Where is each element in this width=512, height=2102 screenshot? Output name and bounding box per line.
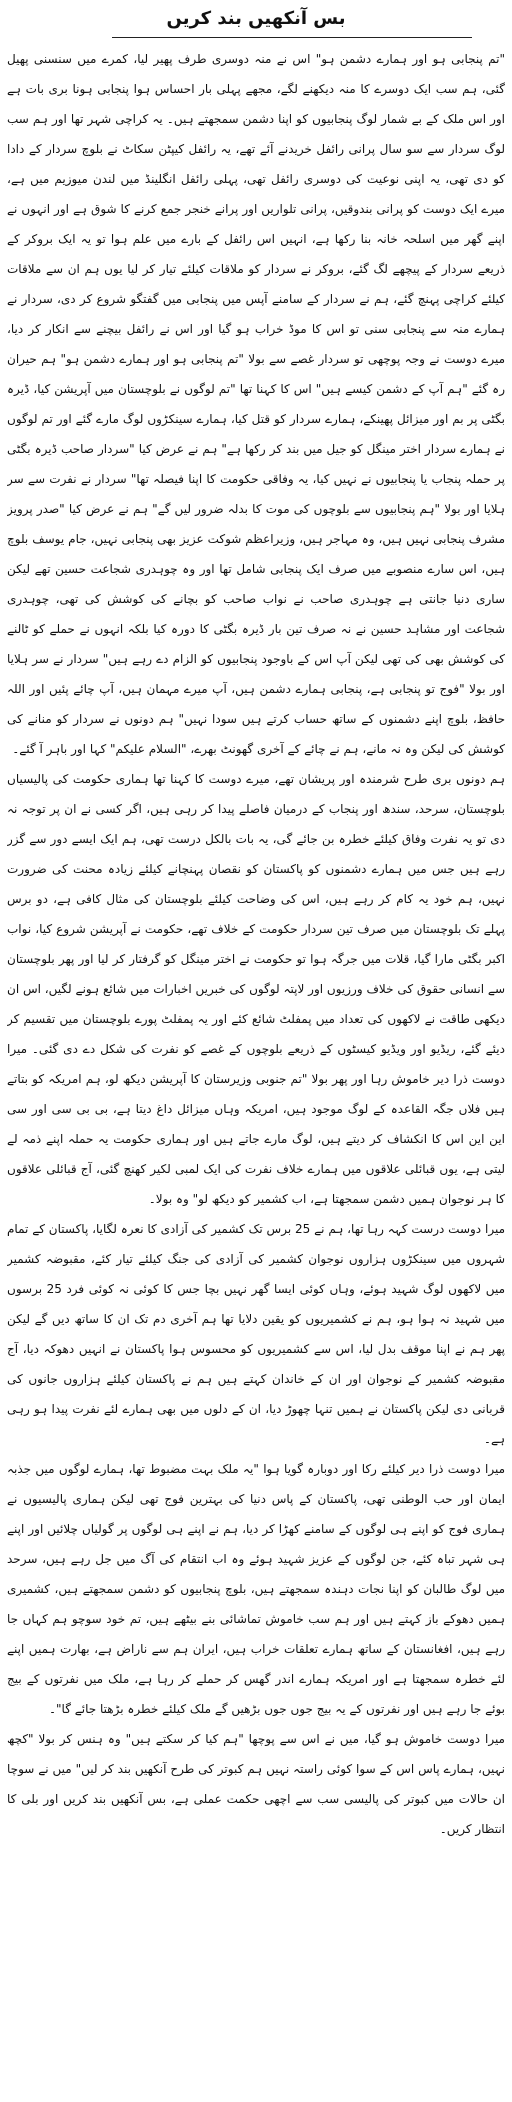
paragraph: "تم پنجابی ہو اور ہمارے دشمن ہو" اس نے منہ دوسری طرف پھیر لیا، کمرے میں سنسنی پھیل گئی، ہم سب ایک دوسرے کا منہ دیکھنے لگے، مجھے پہلی بار احساس ہوا پنجابی ہونا بری بات ہے اور اس ملک کے بے شمار لوگ پنجابیوں کو اپنا دشمن سمجھتے ہیں۔ یہ کراچی شہر تھا اور ہم سب لوگ سردار سے سو سال پرانی رائفل خریدنے آئے تھے، یہ رائفل کیپٹن سکاٹ نے بلوچ سردار کے دادا کو دی تھی، یہ اپنی نوعیت کی دوسری رائفل تھی، پہلی رائفل انگلینڈ میں لندن میوزیم میں ہے، میرے ایک دوست کو پرانی بندوقیں، پرانی تلواریں اور پرانے خنجر جمع کرنے کا شوق ہے اور انہوں نے اپنے گھر میں اسلحہ خانہ بنا رکھا ہے، انہیں اس رائفل کے بارے میں علم ہوا تو یہ ایک بروکر کے ذریعے سردار کے پیچھے لگ گئے، بروکر نے سردار کو ملاقات کیلئے تیار کر لیا یوں ہم ان سے ملاقات کیلئے کراچی پہنچ گئے، ہم نے سردار کے سامنے آپس میں پنجابی میں گفتگو شروع کر دی، سردار نے ہمارے منہ سے پنجابی سنی تو اس کا موڈ خراب ہو گیا اور اس نے رائفل بیچنے سے انکار کر دیا، میرے دوست نے وجہ پوچھی تو سردار غصے سے بولا "تم پنجابی ہو اور ہمارے دشمن ہو" ہم حیران رہ گئے "ہم آپ کے دشمن کیسے ہیں" اس کا کہنا تھا "تم لوگوں نے بلوچستان میں آپریشن کیا، ڈیرہ بگٹی پر بم اور میزائل پھینکے، ہمارے سردار کو قتل کیا، ہمارے سینکڑوں لوگ مارے گئے اور تم لوگوں نے ہمارے سردار اختر مینگل کو جیل میں بند کر رکھا ہے" ہم نے عرض کیا "سردار صاحب ڈیرہ بگٹی پر حملہ پنجاب یا پنجابیوں نے نہیں کیا، یہ وفاقی حکومت کا اپنا فیصلہ تھا" سردار نے نفرت سے سر ہلایا اور بولا "ہم پنجابیوں سے بلوچوں کی موت کا بدلہ ضرور لیں گے" ہم نے عرض کیا "صدر پرویز مشرف پنجابی نہیں ہیں، وہ مہاجر ہیں، وزیراعظم شوکت عزیز بھی پنجابی نہیں، جام یوسف بلوچ ہیں، اس سارے منصوبے میں صرف ایک پنجابی شامل تھا اور وہ چوہدری شجاعت حسین تھے لیکن ساری دنیا جانتی ہے چوہدری صاحب نے نواب صاحب کو بچانے کی کوشش کی تھی، چوہدری شجاعت اور مشاہد حسین نے نہ صرف تین بار ڈیرہ بگٹی کا دورہ کیا بلکہ انہوں نے حملے کو ٹالنے کی کوشش بھی کی تھی لیکن آپ اس کے باوجود پنجابیوں کو الزام دے رہے ہیں" سردار نے سر ہلایا اور بولا "فوج تو پنجابی ہے، پنجابی ہمارے دشمن ہیں، آپ میرے مہمان ہیں، آپ چائے پئیں اور اللہ حافظ، بلوچ اپنے دشمنوں کے ساتھ حساب کرتے ہیں سودا نہیں" ہم دونوں نے سردار کو منانے کی کوشش کی لیکن وہ نہ مانے، ہم نے چائے کے آخری گھونٹ بھرے، "السلام علیکم" کہا اور باہر آ گئے۔: [7, 52, 505, 756]
paragraph: ہم دونوں بری طرح شرمندہ اور پریشان تھے، میرے دوست کا کہنا تھا ہماری حکومت کی پالیسیاں بلوچستان، سرحد، سندھ اور پنجاب کے درمیان فاصلے پیدا کر رہی ہیں، اگر کسی نے ان پر توجہ نہ دی تو یہ نفرت وفاق کیلئے خطرہ بن جائے گی، یہ بات بالکل درست تھی، ہم ایک ایسے دور سے گزر رہے ہیں جس میں ہمارے دشمنوں کو پاکستان کو نقصان پہنچانے کیلئے زیادہ محنت کی ضرورت نہیں، ہم خود یہ کام کر رہے ہیں، اس کی وضاحت کیلئے بلوچستان کی مثال کافی ہے، دو برس پہلے تک بلوچستان میں صرف تین سردار حکومت کے خلاف تھے، حکومت نے آپریشن شروع کیا، نواب اکبر بگٹی مارا گیا، قلات میں جرگہ ہوا تو حکومت نے اختر مینگل کو گرفتار کر لیا اور پھر بلوچستان سے انسانی حقوق کی خلاف ورزیوں اور لاپتہ لوگوں کی خبریں اخبارات میں شائع ہونے لگیں، اس ان دیکھی طاقت نے لاکھوں کی تعداد میں پمفلٹ شائع کئے اور یہ پمفلٹ پورے بلوچستان میں تقسیم کر دیئے گئے، ریڈیو اور ویڈیو کیسٹوں کے ذریعے بلوچوں کے غصے کو نفرت کی شکل دے دی گئی۔ میرا دوست ذرا دیر خاموش رہا اور پھر بولا "تم جنوبی وزیرستان کا آپریشن دیکھ لو، ہم امریکہ کو بتاتے ہیں فلاں جگہ القاعدہ کے لوگ موجود ہیں، امریکہ وہاں میزائل داغ دیتا ہے، بی بی سی اور سی این این اس کا انکشاف کر دیتے ہیں، لوگ مارے جاتے ہیں اور ہماری حکومت یہ حملہ اپنے ذمہ لے لیتی ہے، یوں قبائلی علاقوں میں ہمارے خلاف نفرت کی ایک لمبی لکیر کھنچ گئی، آج قبائلی علاقوں کا ہر نوجوان ہمیں دشمن سمجھتا ہے، اب کشمیر کو دیکھ لو" وہ بولا۔: [7, 772, 505, 1206]
title-underline: [112, 37, 472, 38]
article-body: [7, 44, 505, 2096]
paragraph: میرا دوست درست کہہ رہا تھا، ہم نے 25 برس تک کشمیر کی آزادی کا نعرہ لگایا، پاکستان کے تمام شہروں میں سینکڑوں ہزاروں نوجوان کشمیر کی آزادی کی جنگ کیلئے تیار کئے، مقبوضہ کشمیر میں لاکھوں لوگ شہید ہوئے، وہاں کوئی ایسا گھر نہیں بچا جس کا کوئی نہ کوئی فرد 25 برسوں میں شہید نہ ہوا ہو، ہم نے کشمیریوں کو یقین دلایا تھا ہم آخری دم تک ان کا ساتھ دیں گے لیکن پھر ہم نے اپنا موقف بدل لیا، اس سے کشمیریوں کو محسوس ہوا پاکستان نے انہیں دھوکہ دیا، آج مقبوضہ کشمیر کے نوجوان اور ان کے خاندان کہتے ہیں ہم نے پاکستان کیلئے ہزاروں جانوں کی قربانی دی لیکن پاکستان نے ہمیں تنہا چھوڑ دیا، ان کے دلوں میں بھی ہمارے لئے نفرت پیدا ہو رہی ہے۔: [7, 1222, 505, 1446]
paragraph: میرا دوست ذرا دیر کیلئے رکا اور دوبارہ گویا ہوا "یہ ملک بہت مضبوط تھا، ہمارے لوگوں میں جذبہ ایمان اور حب الوطنی تھی، پاکستان کے پاس دنیا کی بہترین فوج تھی لیکن ہماری پالیسیوں نے ہماری فوج کو اپنے ہی لوگوں کے سامنے کھڑا کر دیا، ہم نے اپنے ہی لوگوں پر گولیاں چلائیں اور اپنے ہی شہر تباہ کئے، جن لوگوں کے عزیز شہید ہوئے وہ اب انتقام کی آگ میں جل رہے ہیں، سرحد میں لوگ طالبان کو اپنا نجات دہندہ سمجھتے ہیں، بلوچ پنجابیوں کو دشمن سمجھتے ہیں، کشمیری ہمیں دھوکے باز کہتے ہیں اور ہم سب خاموش تماشائی بنے بیٹھے ہیں، تم خود سوچو ہم کہاں جا رہے ہیں، افغانستان کے ساتھ ہمارے تعلقات خراب ہیں، ایران ہم سے ناراض ہے، بھارت ہمیں اپنے لئے خطرہ سمجھتا ہے اور امریکہ ہمارے اندر گھس کر حملے کر رہا ہے، ملک میں نفرتوں کے بیج بوئے جا رہے ہیں اور نفرتوں کے یہ بیج جوں جوں بڑھیں گے ملک کیلئے خطرہ بڑھتا جائے گا"۔: [7, 1462, 505, 1716]
column-title: بس آنکھیں بند کریں: [166, 8, 346, 29]
paragraph: میرا دوست خاموش ہو گیا، میں نے اس سے پوچھا "ہم کیا کر سکتے ہیں" وہ ہنس کر بولا "کچھ نہیں، ہمارے پاس اس کے سوا کوئی راستہ نہیں ہم کبوتر کی طرح آنکھیں بند کر لیں" میں نے سوچا ان حالات میں کبوتر کی پالیسی سب سے اچھی حکمت عملی ہے، بس آنکھیں بند کریں اور بلی کا انتظار کریں۔: [7, 1732, 505, 1836]
